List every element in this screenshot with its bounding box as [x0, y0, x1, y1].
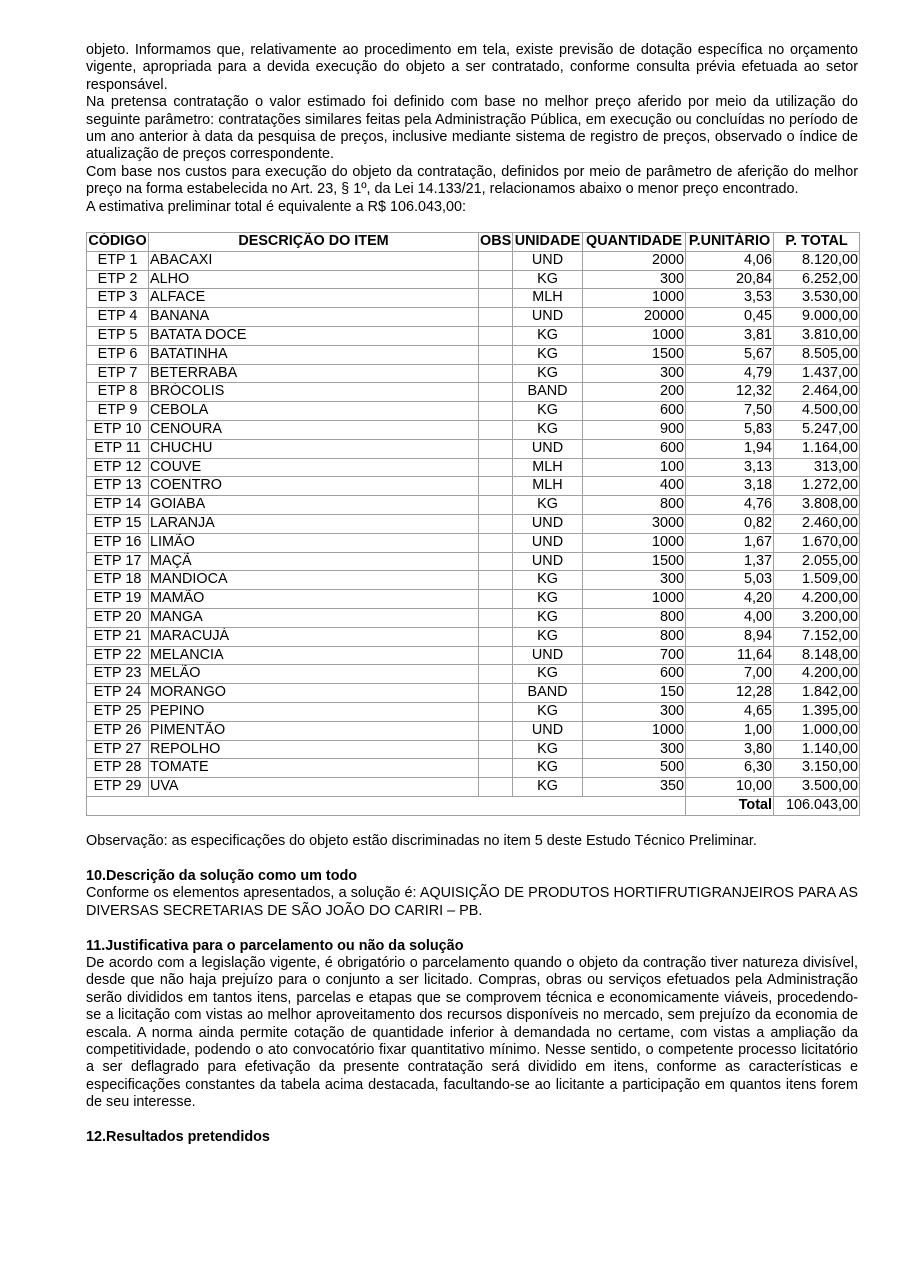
cell-codigo: ETP 16	[87, 533, 149, 552]
cell-p-unitario: 3,13	[686, 458, 774, 477]
cell-descricao: COUVE	[149, 458, 479, 477]
cell-descricao: MELANCIA	[149, 646, 479, 665]
cell-p-total: 1.272,00	[774, 477, 860, 496]
table-row	[87, 458, 860, 477]
section-10-title: 10.Descrição da solução como um todo	[86, 867, 358, 884]
cell-obs	[479, 308, 513, 327]
cell-descricao: BANANA	[149, 308, 479, 327]
header-unidade: UNIDADE	[513, 233, 583, 252]
cell-descricao: BETERRABA	[149, 364, 479, 383]
cell-quantidade: 300	[583, 270, 686, 289]
cell-p-total: 1.395,00	[774, 702, 860, 721]
cell-codigo: ETP 21	[87, 627, 149, 646]
cell-obs	[479, 289, 513, 308]
cell-obs	[479, 421, 513, 440]
cell-quantidade: 500	[583, 759, 686, 778]
cell-unidade: BAND	[513, 383, 583, 402]
cell-quantidade: 1500	[583, 552, 686, 571]
table-row	[87, 327, 860, 346]
intro-paragraph-1: objeto. Informamos que, relativamente ao procedimento em tela, existe previsão de dotação específica no orçamento vigente, apropriada para a devida execução do objeto a ser contratado, conforme consulta prévia efetuada ao setor responsável.	[86, 42, 858, 93]
cell-p-total: 3.150,00	[774, 759, 860, 778]
table-row	[87, 496, 860, 515]
cell-obs	[479, 721, 513, 740]
cell-p-unitario: 12,32	[686, 383, 774, 402]
cell-quantidade: 2000	[583, 251, 686, 270]
cell-p-unitario: 4,79	[686, 364, 774, 383]
table-row	[87, 684, 860, 703]
cell-unidade: KG	[513, 571, 583, 590]
table-row	[87, 646, 860, 665]
table-row	[87, 421, 860, 440]
cell-descricao: ABACAXI	[149, 251, 479, 270]
cell-descricao: MANDIOCA	[149, 571, 479, 590]
table-row	[87, 345, 860, 364]
cell-p-total: 3.810,00	[774, 327, 860, 346]
cell-p-unitario: 5,67	[686, 345, 774, 364]
cell-codigo: ETP 19	[87, 590, 149, 609]
cell-codigo: ETP 25	[87, 702, 149, 721]
cell-p-total: 4.500,00	[774, 402, 860, 421]
table-row	[87, 740, 860, 759]
cell-p-unitario: 12,28	[686, 684, 774, 703]
cell-p-unitario: 3,80	[686, 740, 774, 759]
table-row	[87, 477, 860, 496]
cell-obs	[479, 627, 513, 646]
cell-p-unitario: 4,06	[686, 251, 774, 270]
cell-p-unitario: 3,81	[686, 327, 774, 346]
cell-descricao: PIMENTÃO	[149, 721, 479, 740]
section-10-body: Conforme os elementos apresentados, a solução é: AQUISIÇÃO DE PRODUTOS HORTIFRUTIGRANJEIROS PARA AS DIVERSAS SECRETARIAS DE SÃO JOÃO DO CARIRI – PB.	[86, 885, 858, 919]
cell-p-unitario: 3,53	[686, 289, 774, 308]
cell-quantidade: 1000	[583, 533, 686, 552]
cell-unidade: KG	[513, 609, 583, 628]
table-row	[87, 439, 860, 458]
cell-obs	[479, 364, 513, 383]
cell-p-total: 2.055,00	[774, 552, 860, 571]
cell-p-total: 1.140,00	[774, 740, 860, 759]
cell-unidade: KG	[513, 327, 583, 346]
intro-paragraph-3: Com base nos custos para execução do objeto da contratação, definidos por meio de parâmetro de aferição do melhor preço na forma estabelecida no Art. 23, § 1º, da Lei 14.133/21, relacionamos abaixo o menor preço encontrado.	[86, 163, 858, 198]
cell-quantidade: 100	[583, 458, 686, 477]
cell-quantidade: 1500	[583, 345, 686, 364]
section-12-title: 12.Resultados pretendidos	[86, 1129, 270, 1146]
cell-obs	[479, 327, 513, 346]
cell-descricao: TOMATE	[149, 759, 479, 778]
cell-descricao: GOIABA	[149, 496, 479, 515]
cell-p-total: 1.437,00	[774, 364, 860, 383]
cell-p-unitario: 7,00	[686, 665, 774, 684]
cell-descricao: BRÓCOLIS	[149, 383, 479, 402]
cell-p-total: 1.842,00	[774, 684, 860, 703]
table-row	[87, 402, 860, 421]
table-row	[87, 702, 860, 721]
cell-obs	[479, 402, 513, 421]
section-11-title: 11.Justificativa para o parcelamento ou não da solução	[86, 937, 464, 954]
cell-p-unitario: 0,45	[686, 308, 774, 327]
cell-obs	[479, 439, 513, 458]
total-value: 106.043,00	[774, 796, 860, 815]
table-total-row	[87, 796, 860, 815]
cell-p-unitario: 6,30	[686, 759, 774, 778]
cell-obs	[479, 702, 513, 721]
cell-descricao: MELÃO	[149, 665, 479, 684]
total-spacer	[87, 796, 686, 815]
cell-obs	[479, 778, 513, 797]
cell-p-total: 7.152,00	[774, 627, 860, 646]
cell-quantidade: 1000	[583, 327, 686, 346]
cell-obs	[479, 609, 513, 628]
observation-text: Observação: as especificações do objeto estão discriminadas no item 5 deste Estudo Técnico Preliminar.	[86, 833, 757, 850]
cell-p-unitario: 0,82	[686, 515, 774, 534]
cell-unidade: KG	[513, 627, 583, 646]
cell-unidade: KG	[513, 702, 583, 721]
table-row	[87, 590, 860, 609]
document-page	[86, 42, 858, 1146]
cell-descricao: CHUCHU	[149, 439, 479, 458]
cell-obs	[479, 496, 513, 515]
cell-p-total: 2.460,00	[774, 515, 860, 534]
cell-quantidade: 600	[583, 439, 686, 458]
cell-codigo: ETP 29	[87, 778, 149, 797]
cell-quantidade: 900	[583, 421, 686, 440]
cell-unidade: UND	[513, 251, 583, 270]
table-row	[87, 289, 860, 308]
cell-obs	[479, 270, 513, 289]
cell-descricao: BATATINHA	[149, 345, 479, 364]
cell-p-unitario: 1,94	[686, 439, 774, 458]
cell-p-unitario: 7,50	[686, 402, 774, 421]
cell-p-total: 3.808,00	[774, 496, 860, 515]
cell-obs	[479, 665, 513, 684]
cell-p-total: 4.200,00	[774, 590, 860, 609]
cell-unidade: BAND	[513, 684, 583, 703]
table-row	[87, 609, 860, 628]
cell-p-total: 1.164,00	[774, 439, 860, 458]
header-quantidade: QUANTIDADE	[583, 233, 686, 252]
header-descricao: DESCRIÇÃO DO ITEM	[149, 233, 479, 252]
table-header-row	[87, 233, 860, 252]
cell-unidade: KG	[513, 421, 583, 440]
cell-codigo: ETP 22	[87, 646, 149, 665]
cell-quantidade: 800	[583, 609, 686, 628]
cell-codigo: ETP 27	[87, 740, 149, 759]
table-row	[87, 665, 860, 684]
cell-codigo: ETP 8	[87, 383, 149, 402]
cell-obs	[479, 759, 513, 778]
cell-p-total: 5.247,00	[774, 421, 860, 440]
table-row	[87, 251, 860, 270]
cell-quantidade: 1000	[583, 721, 686, 740]
cell-descricao: MAÇÃ	[149, 552, 479, 571]
cell-codigo: ETP 10	[87, 421, 149, 440]
cell-p-total: 8.505,00	[774, 345, 860, 364]
cell-quantidade: 300	[583, 702, 686, 721]
cell-descricao: PEPINO	[149, 702, 479, 721]
cell-codigo: ETP 3	[87, 289, 149, 308]
cell-obs	[479, 571, 513, 590]
cell-unidade: KG	[513, 345, 583, 364]
items-table-body	[87, 251, 860, 796]
cell-unidade: KG	[513, 270, 583, 289]
intro-paragraph-2: Na pretensa contratação o valor estimado foi definido com base no melhor preço aferido por meio da utilização do seguinte parâmetro: contratações similares feitas pela Administração Pública, em execução ou concluídas no período de um ano anterior à data da pesquisa de preços, inclusive mediante sistema de registro de preços, observado o índice de atualização de preços correspondente.	[86, 94, 858, 163]
cell-quantidade: 400	[583, 477, 686, 496]
cell-descricao: LARANJA	[149, 515, 479, 534]
cell-descricao: CEBOLA	[149, 402, 479, 421]
cell-unidade: MLH	[513, 289, 583, 308]
table-row	[87, 721, 860, 740]
cell-codigo: ETP 24	[87, 684, 149, 703]
cell-p-total: 3.500,00	[774, 778, 860, 797]
cell-p-total: 1.509,00	[774, 571, 860, 590]
cell-descricao: MORANGO	[149, 684, 479, 703]
cell-codigo: ETP 23	[87, 665, 149, 684]
header-codigo: CÓDIGO	[87, 233, 149, 252]
table-row	[87, 759, 860, 778]
table-row	[87, 308, 860, 327]
cell-unidade: KG	[513, 740, 583, 759]
cell-unidade: KG	[513, 778, 583, 797]
cell-p-total: 8.148,00	[774, 646, 860, 665]
cell-p-total: 3.200,00	[774, 609, 860, 628]
cell-unidade: KG	[513, 402, 583, 421]
cell-codigo: ETP 11	[87, 439, 149, 458]
cell-quantidade: 800	[583, 627, 686, 646]
table-row	[87, 270, 860, 289]
cell-unidade: KG	[513, 364, 583, 383]
items-table	[86, 232, 860, 816]
cell-obs	[479, 251, 513, 270]
cell-p-unitario: 4,76	[686, 496, 774, 515]
intro-paragraph-4: A estimativa preliminar total é equivalente a R$ 106.043,00:	[86, 198, 466, 215]
cell-p-unitario: 3,18	[686, 477, 774, 496]
cell-p-unitario: 4,65	[686, 702, 774, 721]
cell-obs	[479, 515, 513, 534]
cell-codigo: ETP 17	[87, 552, 149, 571]
cell-descricao: LIMÃO	[149, 533, 479, 552]
cell-p-total: 1.670,00	[774, 533, 860, 552]
cell-p-unitario: 10,00	[686, 778, 774, 797]
cell-p-total: 3.530,00	[774, 289, 860, 308]
cell-quantidade: 800	[583, 496, 686, 515]
header-obs: OBS	[479, 233, 513, 252]
cell-obs	[479, 590, 513, 609]
section-11-body: De acordo com a legislação vigente, é obrigatório o parcelamento quando o objeto da contração tiver natureza divisível, desde que não haja prejuízo para o conjunto a ser licitado. Compras, obras ou serviços efetuados pela Administração serão divididos em tantos itens, parcelas e etapas que se comprovem técnica e economicamente viáveis, procedendo-se a licitação com vistas ao melhor aproveitamento dos recursos disponíveis no mercado, sem prejuízo da economia de escala. A norma ainda permite cotação de quantidade inferior à demandada no certame, com vistas a ampliação da competitividade, podendo o ato convocatório fixar quantitativo mínimo. Nesse sentido, o competente processo licitatório a ser deflagrado para efetivação da presente contratação será dividido em itens, conforme as características e especificações constantes da tabela acima destacada, facultando-se ao licitante a participação em quantos itens forem de seu interesse.	[86, 954, 858, 1111]
cell-quantidade: 600	[583, 402, 686, 421]
cell-quantidade: 300	[583, 740, 686, 759]
header-p-total: P. TOTAL	[774, 233, 860, 252]
cell-unidade: UND	[513, 515, 583, 534]
cell-descricao: MAMÃO	[149, 590, 479, 609]
cell-obs	[479, 646, 513, 665]
total-label: Total	[686, 796, 774, 815]
cell-codigo: ETP 15	[87, 515, 149, 534]
cell-codigo: ETP 20	[87, 609, 149, 628]
cell-quantidade: 200	[583, 383, 686, 402]
cell-obs	[479, 552, 513, 571]
cell-codigo: ETP 14	[87, 496, 149, 515]
table-row	[87, 552, 860, 571]
cell-p-total: 8.120,00	[774, 251, 860, 270]
cell-codigo: ETP 26	[87, 721, 149, 740]
cell-p-total: 313,00	[774, 458, 860, 477]
cell-p-unitario: 20,84	[686, 270, 774, 289]
table-row	[87, 383, 860, 402]
cell-unidade: UND	[513, 552, 583, 571]
cell-obs	[479, 383, 513, 402]
cell-codigo: ETP 2	[87, 270, 149, 289]
header-p-unitario: P.UNITÁRIO	[686, 233, 774, 252]
cell-codigo: ETP 6	[87, 345, 149, 364]
cell-p-total: 4.200,00	[774, 665, 860, 684]
cell-obs	[479, 740, 513, 759]
cell-quantidade: 700	[583, 646, 686, 665]
cell-descricao: MANGA	[149, 609, 479, 628]
cell-quantidade: 300	[583, 364, 686, 383]
cell-unidade: KG	[513, 665, 583, 684]
cell-descricao: COENTRO	[149, 477, 479, 496]
cell-descricao: ALFACE	[149, 289, 479, 308]
cell-unidade: MLH	[513, 458, 583, 477]
cell-p-total: 1.000,00	[774, 721, 860, 740]
cell-quantidade: 150	[583, 684, 686, 703]
cell-p-total: 2.464,00	[774, 383, 860, 402]
cell-descricao: BATATA DOCE	[149, 327, 479, 346]
cell-p-unitario: 11,64	[686, 646, 774, 665]
cell-unidade: KG	[513, 496, 583, 515]
cell-obs	[479, 684, 513, 703]
cell-quantidade: 350	[583, 778, 686, 797]
cell-quantidade: 1000	[583, 590, 686, 609]
cell-obs	[479, 533, 513, 552]
cell-p-unitario: 4,00	[686, 609, 774, 628]
cell-descricao: UVA	[149, 778, 479, 797]
cell-quantidade: 1000	[583, 289, 686, 308]
cell-obs	[479, 477, 513, 496]
cell-quantidade: 3000	[583, 515, 686, 534]
cell-quantidade: 300	[583, 571, 686, 590]
cell-unidade: KG	[513, 590, 583, 609]
cell-unidade: UND	[513, 646, 583, 665]
table-row	[87, 533, 860, 552]
cell-codigo: ETP 9	[87, 402, 149, 421]
cell-codigo: ETP 13	[87, 477, 149, 496]
cell-codigo: ETP 7	[87, 364, 149, 383]
cell-descricao: CENOURA	[149, 421, 479, 440]
cell-unidade: UND	[513, 308, 583, 327]
cell-codigo: ETP 1	[87, 251, 149, 270]
cell-quantidade: 600	[583, 665, 686, 684]
cell-descricao: ALHO	[149, 270, 479, 289]
cell-p-unitario: 1,00	[686, 721, 774, 740]
cell-codigo: ETP 5	[87, 327, 149, 346]
cell-codigo: ETP 4	[87, 308, 149, 327]
cell-unidade: KG	[513, 759, 583, 778]
cell-obs	[479, 458, 513, 477]
cell-unidade: UND	[513, 439, 583, 458]
cell-unidade: UND	[513, 533, 583, 552]
table-row	[87, 627, 860, 646]
cell-p-total: 9.000,00	[774, 308, 860, 327]
cell-unidade: UND	[513, 721, 583, 740]
table-row	[87, 571, 860, 590]
cell-obs	[479, 345, 513, 364]
table-row	[87, 778, 860, 797]
cell-codigo: ETP 28	[87, 759, 149, 778]
cell-descricao: REPOLHO	[149, 740, 479, 759]
cell-p-unitario: 1,37	[686, 552, 774, 571]
table-row	[87, 364, 860, 383]
cell-p-unitario: 8,94	[686, 627, 774, 646]
cell-codigo: ETP 12	[87, 458, 149, 477]
cell-p-unitario: 4,20	[686, 590, 774, 609]
cell-codigo: ETP 18	[87, 571, 149, 590]
cell-unidade: MLH	[513, 477, 583, 496]
cell-descricao: MARACUJÁ	[149, 627, 479, 646]
cell-p-unitario: 5,03	[686, 571, 774, 590]
cell-quantidade: 20000	[583, 308, 686, 327]
table-row	[87, 515, 860, 534]
cell-p-total: 6.252,00	[774, 270, 860, 289]
cell-p-unitario: 1,67	[686, 533, 774, 552]
cell-p-unitario: 5,83	[686, 421, 774, 440]
